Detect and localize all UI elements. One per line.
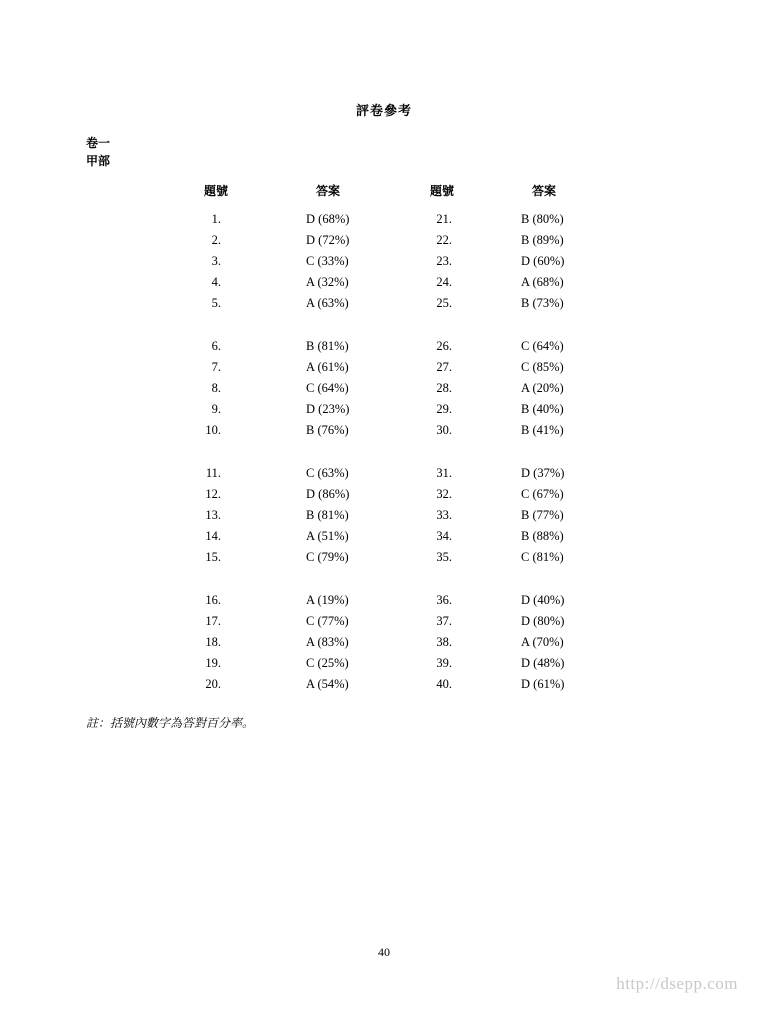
- watermark: http://dsepp.com: [616, 974, 738, 993]
- paper-label: 卷一: [86, 136, 111, 150]
- question-number: 29.: [436, 402, 452, 416]
- answer-left: D (68%): [306, 212, 350, 226]
- answer-left: A (51%): [306, 529, 349, 543]
- question-number: 40.: [436, 677, 452, 691]
- answer-left: D (86%): [306, 487, 350, 501]
- answer-right: B (40%): [521, 402, 564, 416]
- question-number: 17.: [205, 614, 221, 628]
- answer-right: A (70%): [521, 635, 564, 649]
- question-number: 39.: [436, 656, 452, 670]
- answer-right: D (40%): [521, 593, 565, 607]
- question-number: 9.: [211, 402, 221, 416]
- answer-right: B (89%): [521, 233, 564, 247]
- answer-right: D (48%): [521, 656, 565, 670]
- answer-left: C (64%): [306, 381, 349, 395]
- question-number: 28.: [436, 381, 452, 395]
- answer-left: B (81%): [306, 339, 349, 353]
- answer-left: A (61%): [306, 360, 349, 374]
- question-number: 26.: [436, 339, 452, 353]
- question-number: 37.: [436, 614, 452, 628]
- question-number: 6.: [211, 339, 221, 353]
- question-number: 18.: [205, 635, 221, 649]
- question-number: 19.: [205, 656, 221, 670]
- question-number: 5.: [211, 296, 221, 310]
- question-number: 20.: [205, 677, 221, 691]
- answer-right: D (61%): [521, 677, 565, 691]
- answer-left: A (83%): [306, 635, 349, 649]
- answer-right: D (37%): [521, 466, 565, 480]
- answer-left: B (81%): [306, 508, 349, 522]
- answer-right: C (81%): [521, 550, 564, 564]
- question-number: 23.: [436, 254, 452, 268]
- header-qnum-left: 題號: [203, 184, 228, 198]
- answer-right: C (64%): [521, 339, 564, 353]
- question-number: 1.: [211, 212, 221, 226]
- answer-right: B (41%): [521, 423, 564, 437]
- question-number: 3.: [211, 254, 221, 268]
- question-number: 14.: [205, 529, 221, 543]
- answer-left: A (32%): [306, 275, 349, 289]
- header-answer-left: 答案: [315, 184, 340, 198]
- header-qnum-right: 題號: [429, 184, 454, 198]
- question-number: 33.: [436, 508, 452, 522]
- question-number: 24.: [436, 275, 452, 289]
- question-number: 11.: [205, 466, 221, 480]
- question-number: 8.: [211, 381, 221, 395]
- question-number: 30.: [436, 423, 452, 437]
- answer-left: D (72%): [306, 233, 350, 247]
- answer-left: B (76%): [306, 423, 349, 437]
- question-number: 2.: [211, 233, 221, 247]
- answer-left: D (23%): [306, 402, 350, 416]
- question-number: 31.: [436, 466, 452, 480]
- question-number: 13.: [205, 508, 221, 522]
- answer-left: C (63%): [306, 466, 349, 480]
- question-number: 36.: [436, 593, 452, 607]
- answer-right: B (77%): [521, 508, 564, 522]
- answer-right: B (88%): [521, 529, 564, 543]
- answer-right: C (85%): [521, 360, 564, 374]
- answer-left: C (79%): [306, 550, 349, 564]
- answer-left: C (77%): [306, 614, 349, 628]
- question-number: 35.: [436, 550, 452, 564]
- answer-right: D (60%): [521, 254, 565, 268]
- question-number: 10.: [205, 423, 221, 437]
- question-number: 27.: [436, 360, 452, 374]
- page-title: 評卷參考: [355, 104, 412, 119]
- answer-right: A (20%): [521, 381, 564, 395]
- answer-left: C (33%): [306, 254, 349, 268]
- question-number: 25.: [436, 296, 452, 310]
- question-number: 22.: [436, 233, 452, 247]
- question-number: 21.: [436, 212, 452, 226]
- question-number: 38.: [436, 635, 452, 649]
- answer-left: A (19%): [306, 593, 349, 607]
- page-number: 40: [378, 945, 390, 959]
- question-number: 12.: [205, 487, 221, 501]
- answer-right: C (67%): [521, 487, 564, 501]
- answer-right: B (80%): [521, 212, 564, 226]
- question-number: 32.: [436, 487, 452, 501]
- question-number: 15.: [205, 550, 221, 564]
- answer-right: A (68%): [521, 275, 564, 289]
- section-label: 甲部: [86, 154, 111, 168]
- question-number: 34.: [436, 529, 452, 543]
- question-number: 16.: [205, 593, 221, 607]
- answer-right: B (73%): [521, 296, 564, 310]
- answer-left: A (63%): [306, 296, 349, 310]
- answer-left: A (54%): [306, 677, 349, 691]
- footnote: 註：括號內數字為答對百分率。: [86, 716, 255, 730]
- header-answer-right: 答案: [531, 184, 556, 198]
- answer-left: C (25%): [306, 656, 349, 670]
- question-number: 7.: [211, 360, 221, 374]
- answer-right: D (80%): [521, 614, 565, 628]
- question-number: 4.: [211, 275, 221, 289]
